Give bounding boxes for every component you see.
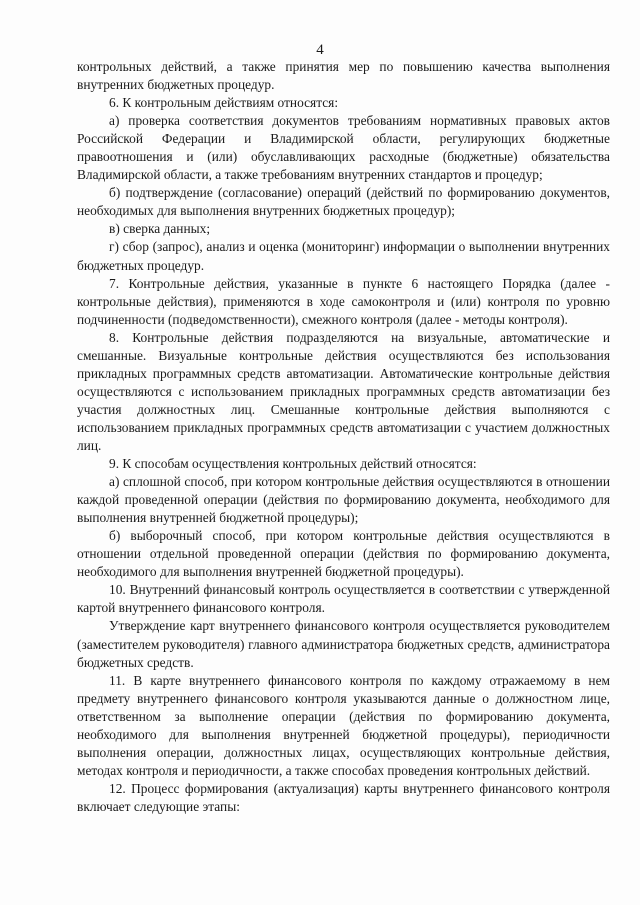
paragraph-6a: а) проверка соответствия документов требованиям нормативных правовых актов Российской Федерации и Владимирской области, регулирующих бюджетные правоотношения и (или) обуславливающих расходные (бюджетные) обязательства Владимирской области, а также требованиям внутренних стандартов и процедур; (77, 113, 610, 183)
paragraph-6b: б) подтверждение (согласование) операций (действий по формированию документов, необходимых для выполнения внутренних бюджетных процедур); (77, 185, 610, 219)
paragraph-11: 11. В карте внутреннего финансового контроля по каждому отражаемому в нем предмету внутреннего финансового контроля указываются данные о должностном лице, ответственном за выполнение операции (действия по формированию документа, необходимого для выполнения внутренней бюджетной процедуры), периодичности выполнения операции, должностных лицах, осуществляющих контрольные действия, методах контроля и периодичности, а также способах проведения контрольных действий. (77, 672, 610, 778)
paragraph-9: 9. К способам осуществления контрольных действий относятся: (109, 456, 477, 472)
paragraph-7: 7. Контрольные действия, указанные в пункте 6 настоящего Порядка (далее - контрольные действия), применяются в ходе самоконтроля и (или) контроля по уровню подчиненности (подведомственности), смежного контроля (далее - методы контроля). (77, 275, 610, 327)
paragraph-10: 10. Внутренний финансовый контроль осуществляется в соответствии с утвержденной картой внутреннего финансового контроля. (77, 582, 610, 616)
page-number: 4 (316, 42, 324, 58)
paragraph-12: 12. Процесс формирования (актуализация) карты внутреннего финансового контроля включает следующие этапы: (77, 780, 610, 814)
paragraph-9a: а) сплошной способ, при котором контрольные действия осуществляются в отношении каждой проведенной операции (действия по формированию документа, необходимого для выполнения внутренней бюджетной процедуры); (77, 474, 610, 526)
document-body (77, 58, 610, 816)
paragraph-continuation: контрольных действий, а также принятия мер по повышению качества выполнения внутренних бюджетных процедур. (77, 59, 610, 93)
paragraph-10-approval: Утверждение карт внутреннего финансового контроля осуществляется руководителем (заместителем руководителя) главного администратора бюджетных средств, администратора бюджетных средств. (77, 618, 610, 670)
paragraph-8: 8. Контрольные действия подразделяются на визуальные, автоматические и смешанные. Визуальные контрольные действия осуществляются без использования прикладных программных средств автоматизации. Автоматические контрольные действия осуществляются с использованием прикладных программных средств автоматизации без участия должностных лиц. Смешанные контрольные действия выполняются с использованием прикладных программных средств автоматизации с участием должностных лиц. (77, 329, 610, 453)
paragraph-6g: г) сбор (запрос), анализ и оценка (мониторинг) информации о выполнении внутренних бюджетных процедур. (77, 239, 610, 273)
paragraph-6: 6. К контрольным действиям относятся: (109, 95, 339, 111)
paragraph-9b: б) выборочный способ, при котором контрольные действия осуществляются в отношении отдельной проведенной операции (действия по формированию документа, необходимого для выполнения внутренней бюджетной процедуры). (77, 528, 610, 580)
paragraph-6v: в) сверка данных; (109, 221, 211, 237)
